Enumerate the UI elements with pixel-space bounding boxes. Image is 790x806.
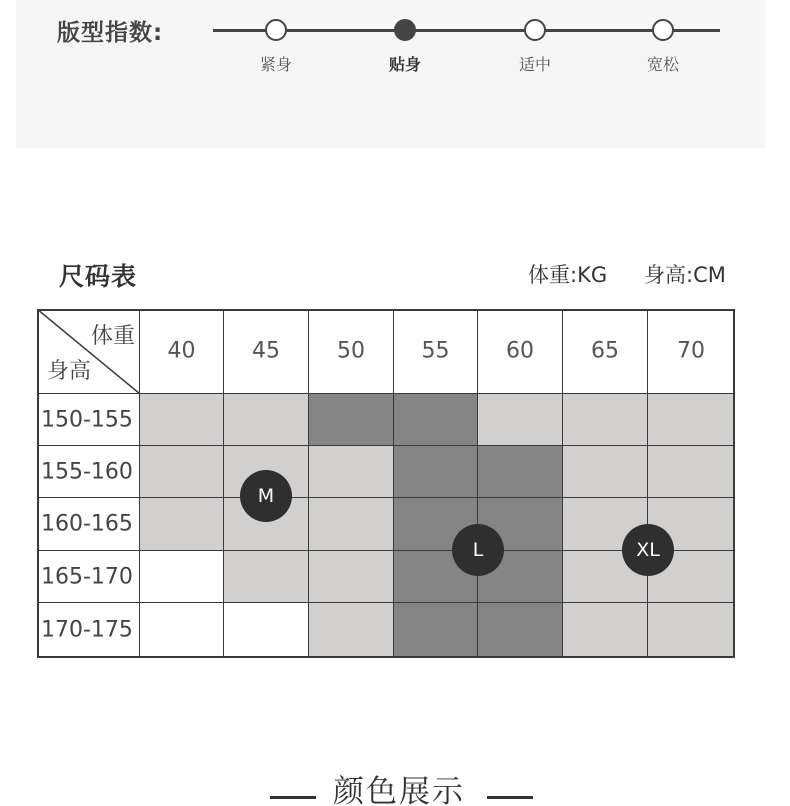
size-table-title: 尺码表 bbox=[59, 262, 138, 291]
size-cell bbox=[478, 446, 563, 498]
size-cell bbox=[478, 394, 563, 446]
weight-header-cell bbox=[394, 309, 478, 394]
footer-left-rule bbox=[270, 796, 316, 799]
fit-index-track bbox=[213, 29, 720, 32]
height-unit-label: 身高:CM bbox=[644, 263, 726, 287]
size-badge-xl: XL bbox=[622, 524, 674, 576]
weight-unit-label: 体重:KG bbox=[528, 263, 608, 287]
height-row-label: 155-160 bbox=[41, 459, 133, 484]
height-row-label: 150-155 bbox=[41, 407, 133, 432]
fit-option-dot-fitted bbox=[394, 19, 416, 41]
size-cell bbox=[309, 446, 394, 498]
size-cell bbox=[648, 394, 735, 446]
fit-option-dot-regular bbox=[524, 19, 546, 41]
size-cell bbox=[309, 498, 394, 551]
corner-height-label: 身高 bbox=[47, 359, 92, 384]
weight-header-label: 70 bbox=[677, 338, 705, 364]
weight-header-cell bbox=[224, 309, 309, 394]
height-row-header-cell bbox=[37, 498, 140, 551]
size-cell bbox=[224, 394, 309, 446]
size-cell bbox=[478, 603, 563, 658]
weight-header-label: 45 bbox=[252, 338, 280, 364]
fit-option-label-loose: 宽松 bbox=[646, 55, 679, 74]
fit-option-dot-tight bbox=[265, 19, 287, 41]
size-cell bbox=[309, 551, 394, 603]
height-row-header-cell bbox=[37, 603, 140, 658]
fit-option-label-regular: 适中 bbox=[518, 55, 551, 74]
size-cell bbox=[224, 603, 309, 658]
fit-option-dot-loose bbox=[652, 19, 674, 41]
size-cell bbox=[394, 394, 478, 446]
height-row-header-cell bbox=[37, 394, 140, 446]
height-row-header-cell bbox=[37, 551, 140, 603]
weight-header-cell bbox=[140, 309, 224, 394]
size-cell bbox=[394, 446, 478, 498]
weight-header-cell bbox=[478, 309, 563, 394]
weight-header-cell bbox=[648, 309, 735, 394]
size-cell bbox=[563, 603, 648, 658]
size-cell bbox=[140, 551, 224, 603]
size-cell bbox=[309, 394, 394, 446]
color-display-title: 颜色展示 bbox=[333, 774, 465, 806]
size-cell bbox=[140, 498, 224, 551]
size-cell bbox=[648, 446, 735, 498]
height-row-header-cell bbox=[37, 446, 140, 498]
size-cell bbox=[224, 551, 309, 603]
footer-right-rule bbox=[487, 796, 533, 799]
weight-header-label: 65 bbox=[591, 338, 619, 364]
weight-header-cell bbox=[309, 309, 394, 394]
size-cell bbox=[394, 603, 478, 658]
size-cell bbox=[140, 446, 224, 498]
size-cell bbox=[563, 446, 648, 498]
fit-index-label: 版型指数: bbox=[57, 20, 164, 46]
height-row-label: 170-175 bbox=[41, 617, 133, 643]
size-cell bbox=[140, 394, 224, 446]
size-cell bbox=[309, 603, 394, 658]
size-cell bbox=[563, 394, 648, 446]
fit-option-label-tight: 紧身 bbox=[259, 55, 292, 74]
size-cell bbox=[140, 603, 224, 658]
weight-header-label: 50 bbox=[337, 338, 365, 364]
weight-header-cell bbox=[563, 309, 648, 394]
grid-corner-cell bbox=[37, 309, 140, 394]
size-cell bbox=[648, 603, 735, 658]
size-badge-m: M bbox=[240, 470, 292, 522]
size-chart-grid bbox=[37, 309, 735, 658]
size-badge-l: L bbox=[452, 524, 504, 576]
fit-option-label-fitted: 贴身 bbox=[388, 55, 421, 74]
weight-header-label: 60 bbox=[506, 338, 534, 364]
weight-header-label: 55 bbox=[421, 338, 450, 364]
weight-header-label: 40 bbox=[167, 338, 196, 364]
corner-weight-label: 体重 bbox=[90, 324, 135, 349]
height-row-label: 165-170 bbox=[41, 564, 133, 589]
height-row-label: 160-165 bbox=[41, 511, 133, 537]
